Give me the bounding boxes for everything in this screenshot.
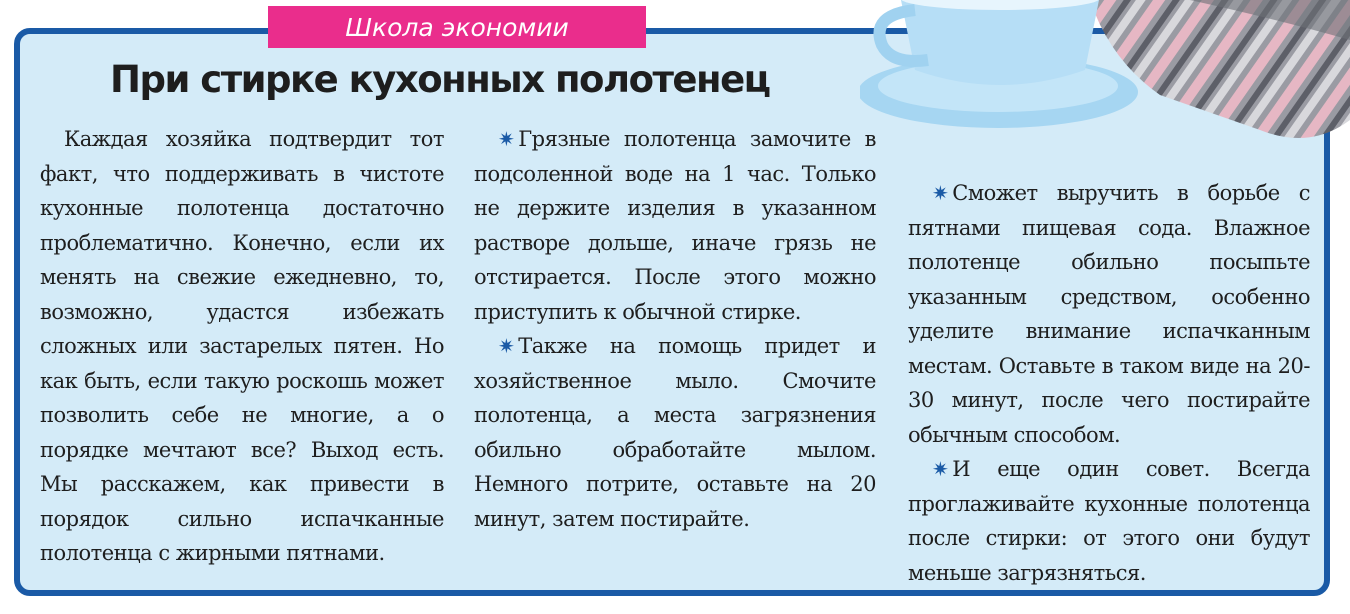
tip-laundry-soap: ✷ Также на помощь придет и хозяйственное мыло. Смочите полотенца, а места загрязнения обильно обработайте мылом. Немного потрите, оставьте на 20 минут, затем постирайте. [474,334,876,531]
article-headline: При стирке кухонных полотенец [110,58,770,101]
section-label: Школа экономии [345,12,569,42]
intro-paragraph: Каждая хозяйка подтвердит тот факт, что поддерживать в чистоте кухонные полотенца достаточно проблематично. Конечно, если их менять на свежие ежедневно, то, возможно, удастся избежать сложных или застарелых пятен. Но как быть, если такую роскошь может позволить себе не многие, а о порядке мечтают все? Выход есть. Мы расскажем, как привести в порядок сильно испачканные полотенца с жирными пятнами. [40,127,444,565]
section-banner [268,6,646,48]
tip-ironing: ✷ И еще один совет. Всегда проглаживайте кухонные полотенца после стирки: от этого они будут меньше загрязняться. [908,457,1310,585]
column-3 [908,176,1310,590]
teacup-and-towels-image [860,0,1350,150]
bullet-icon: ✷ [932,457,949,481]
column-2 [474,122,876,536]
bullet-icon: ✷ [498,127,515,151]
tip-baking-soda: ✷ Сможет выручить в борьбе с пятнами пищевая сода. Влажное полотенце обильно посыпьте указанным средством, особенно уделите внимание испачканным местам. Оставьте в таком виде на 20-30 минут, после чего постирайте обычным способом. [908,181,1310,447]
bullet-icon: ✷ [932,181,949,205]
tip-salt-water: ✷ Грязные полотенца замочите в подсоленной воде на 1 час. Только не держите изделия в указанном растворе дольше, иначе грязь не отстирается. После этого можно приступить к обычной стирке. [474,127,876,324]
column-1 [40,122,444,571]
bullet-icon: ✷ [498,334,515,358]
